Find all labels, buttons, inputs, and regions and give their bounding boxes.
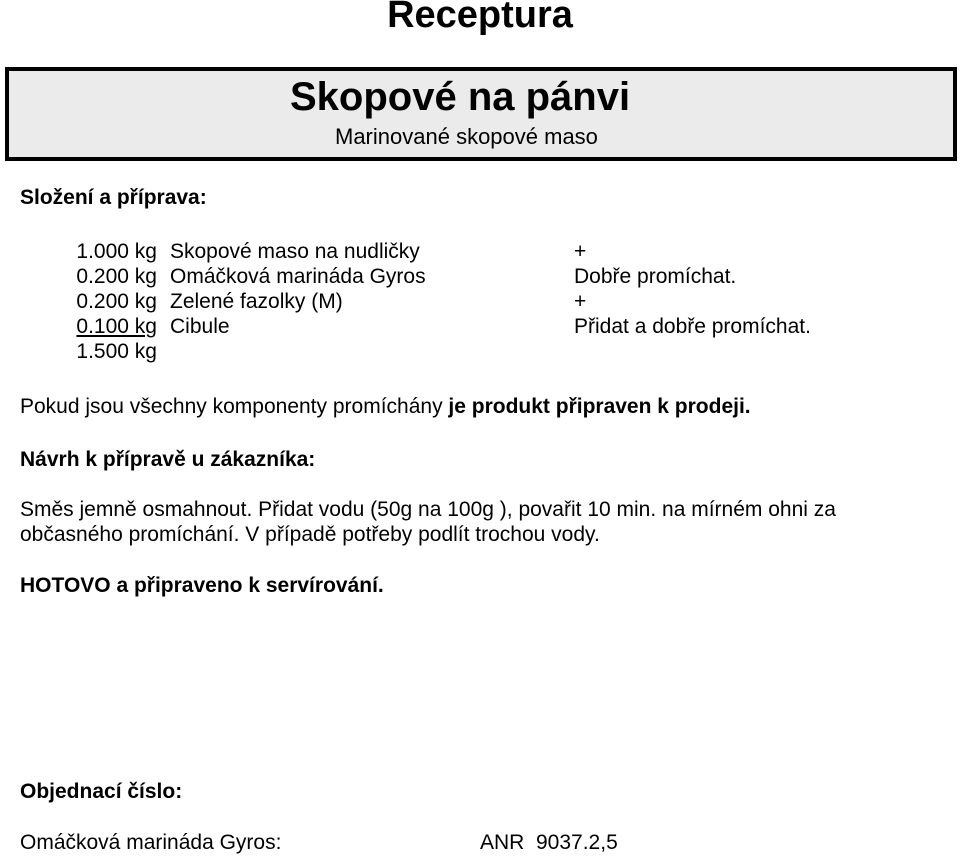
ingredient-name: Cibule (170, 315, 230, 338)
customer-text-line2: občasného promíchání. V případě potřeby podlít trochou vody. (20, 523, 600, 546)
ingredient-note: + (574, 290, 587, 313)
ingredient-total-qty: 1.500 kg (76, 340, 157, 363)
ready-note-text: Pokud jsou všechny komponenty promíchány (20, 395, 449, 418)
ingredient-note: + (574, 240, 587, 263)
order-product: Omáčková marináda Gyros: (20, 831, 282, 854)
done-text: HOTOVO a připraveno k servírování. (20, 574, 384, 597)
ingredient-qty: 1.000 kg (76, 240, 157, 263)
ingredient-row (0, 265, 960, 289)
ingredient-note: Přidat a dobře promíchat. (574, 315, 811, 338)
ingredient-note: Dobře promíchat. (574, 265, 737, 288)
ingredient-row (0, 240, 960, 264)
ingredient-row (0, 315, 960, 339)
dish-name: Skopové na pánvi (290, 75, 631, 119)
order-heading: Objednací číslo: (20, 780, 183, 803)
ingredient-qty: 0.100 kg (76, 315, 157, 338)
customer-text-line1: Směs jemně osmahnout. Přidat vodu (50g na 100g ), povařit 10 min. na mírném ohni za (20, 498, 836, 521)
page-title: Receptura (387, 0, 573, 36)
ingredient-total-row (0, 340, 960, 364)
ingredient-qty: 0.200 kg (76, 290, 157, 313)
ingredient-name: Omáčková marináda Gyros (170, 265, 426, 288)
ready-note-bold: je produkt připraven k prodeji. (448, 395, 751, 418)
order-number: ANR 9037.2,5 (480, 831, 618, 854)
composition-heading: Složení a příprava: (20, 186, 207, 209)
ingredient-row (0, 290, 960, 314)
ready-note (20, 395, 751, 419)
ingredient-qty: 0.200 kg (76, 265, 157, 288)
customer-heading: Návrh k přípravě u zákazníka: (20, 448, 316, 471)
ingredient-name: Skopové maso na nudličky (170, 240, 420, 263)
dish-subtitle: Marinované skopové maso (335, 124, 598, 149)
ingredient-name: Zelené fazolky (M) (170, 290, 343, 313)
